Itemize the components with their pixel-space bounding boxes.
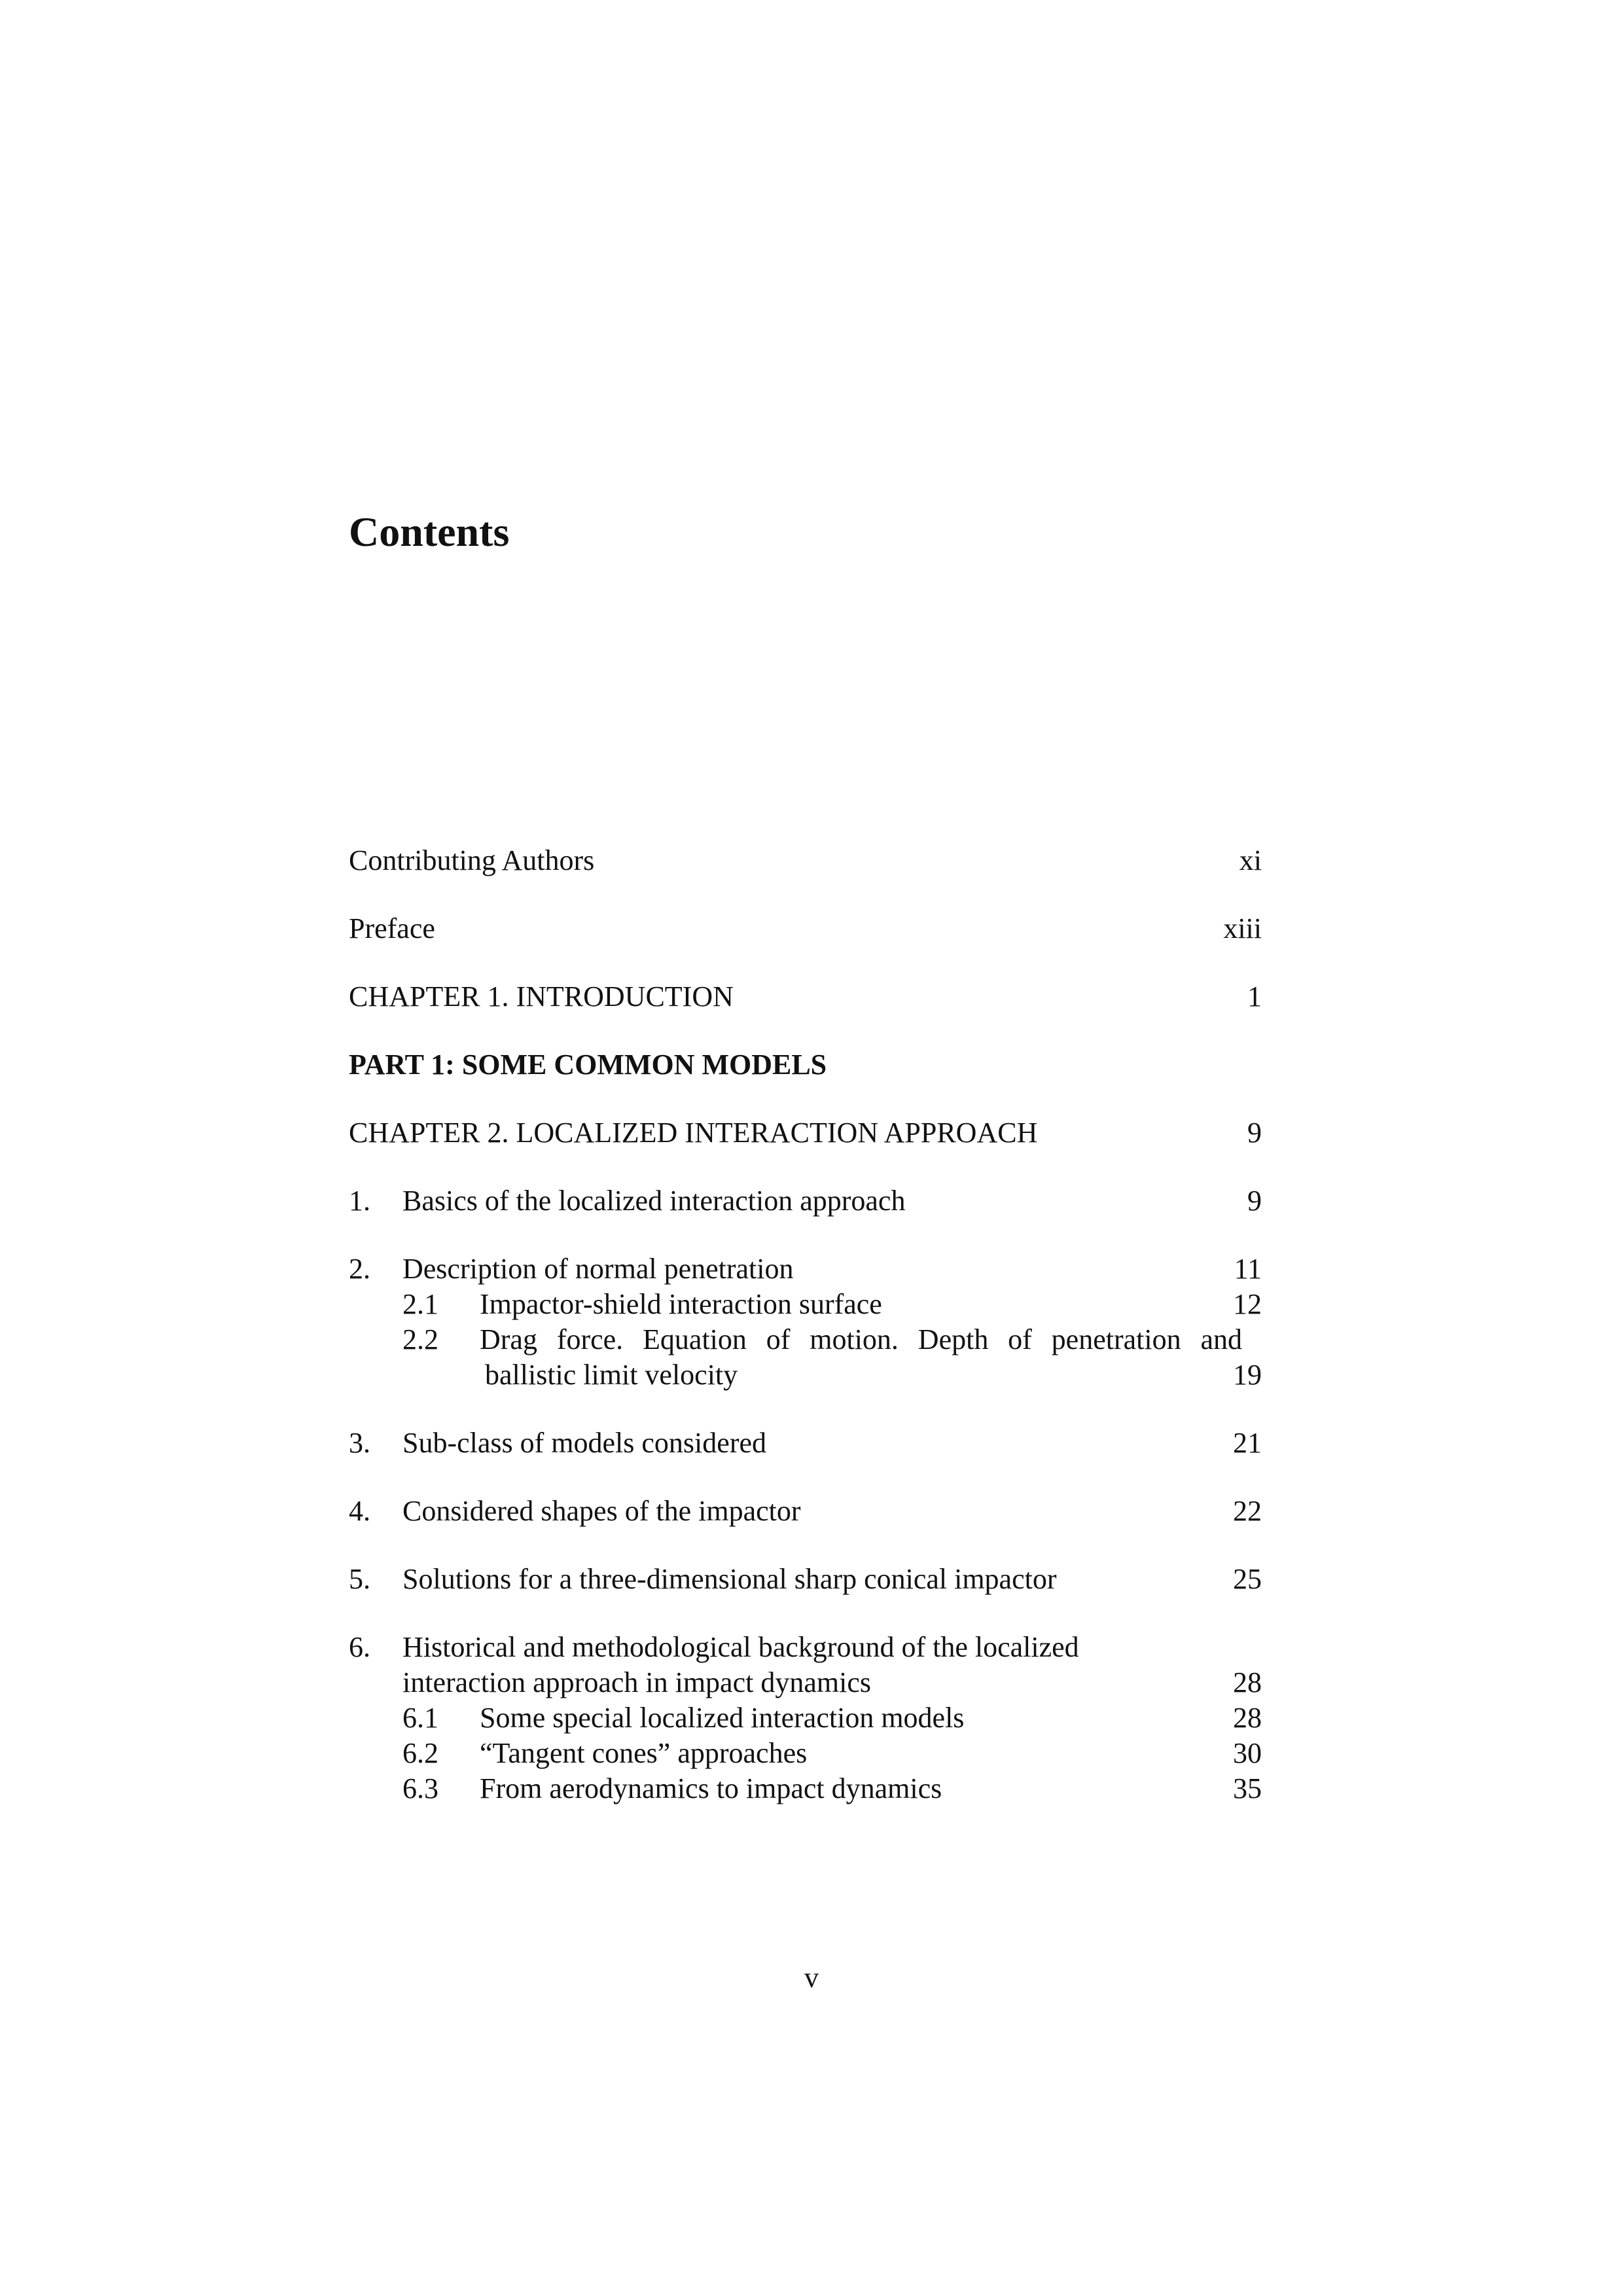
toc-entry-chapter-1[interactable] [349, 979, 1262, 1014]
toc-part-heading [349, 1047, 1262, 1083]
toc-page-number: xi [1239, 844, 1262, 876]
toc-section-number: 2.2 [402, 1323, 438, 1355]
toc-page-number: 28 [1233, 1666, 1262, 1698]
toc-page-number: 30 [1233, 1737, 1262, 1769]
toc-entry-text: Historical and methodological background of the localized [402, 1631, 1079, 1663]
toc-entry-text: interaction approach in impact dynamics [402, 1666, 871, 1698]
toc-entry-section-2-2[interactable] [349, 1322, 1262, 1357]
toc-section-number: 2.1 [402, 1288, 438, 1320]
toc-entry-text: From aerodynamics to impact dynamics [480, 1772, 942, 1804]
toc-entry-section-6-continued[interactable] [349, 1665, 1262, 1700]
toc-entry-text: Considered shapes of the impactor [402, 1495, 801, 1527]
toc-page-number: 25 [1233, 1563, 1262, 1595]
toc-section-number: 6.3 [402, 1772, 438, 1804]
toc-entry-text: Impactor-shield interaction surface [480, 1288, 882, 1320]
toc-page-number: 11 [1234, 1253, 1262, 1285]
toc-entry-text: Description of normal penetration [402, 1253, 794, 1285]
toc-section-number: 6. [349, 1631, 370, 1663]
toc-section-number: 6.2 [402, 1737, 438, 1769]
toc-section-number: 5. [349, 1563, 370, 1595]
toc-section-number: 2. [349, 1253, 370, 1285]
toc-entry-contributing-authors[interactable] [349, 843, 1262, 878]
toc-entry-section-2-2-continued[interactable] [349, 1357, 1262, 1393]
toc-entry-section-3[interactable] [349, 1426, 1262, 1461]
page-number: v [804, 1962, 819, 1994]
toc-entry-section-6[interactable] [349, 1630, 1262, 1665]
toc-entry-section-4[interactable] [349, 1494, 1262, 1529]
toc-entry-preface[interactable] [349, 911, 1262, 946]
toc-page-number: xiii [1223, 912, 1262, 944]
toc-entry-section-6-1[interactable] [349, 1700, 1262, 1736]
toc-section-number: 6.1 [402, 1702, 438, 1734]
toc-page-number: 28 [1233, 1702, 1262, 1734]
toc-part-text: PART 1: SOME COMMON MODELS [349, 1049, 827, 1081]
toc-page-number: 19 [1233, 1359, 1262, 1391]
toc-entry-section-2[interactable] [349, 1251, 1262, 1287]
page-title: Contents [349, 509, 510, 555]
table-of-contents [349, 843, 1262, 1806]
toc-page-number: 1 [1247, 980, 1262, 1013]
toc-entry-chapter-2[interactable] [349, 1115, 1262, 1151]
toc-entry-section-2-1[interactable] [349, 1287, 1262, 1322]
toc-section-number: 3. [349, 1427, 370, 1459]
toc-section-number: 4. [349, 1495, 370, 1527]
toc-entry-text: Preface [349, 912, 435, 944]
toc-entry-section-5[interactable] [349, 1562, 1262, 1597]
toc-page-number: 12 [1233, 1288, 1262, 1320]
toc-entry-text: “Tangent cones” approaches [480, 1737, 808, 1769]
toc-page-number: 9 [1247, 1185, 1262, 1217]
toc-page-number: 22 [1233, 1495, 1262, 1527]
toc-entry-text: Some special localized interaction models [480, 1702, 965, 1734]
toc-page-number: 9 [1247, 1117, 1262, 1149]
toc-entry-text: CHAPTER 2. LOCALIZED INTERACTION APPROACH [349, 1117, 1038, 1149]
toc-entry-text: Contributing Authors [349, 844, 595, 876]
toc-entry-text: Basics of the localized interaction approach [402, 1185, 906, 1217]
toc-entry-text: CHAPTER 1. INTRODUCTION [349, 980, 734, 1013]
toc-section-number: 1. [349, 1185, 370, 1217]
toc-entry-section-6-3[interactable] [349, 1771, 1262, 1806]
toc-entry-text: Sub-class of models considered [402, 1427, 766, 1459]
toc-entry-text: ballistic limit velocity [485, 1359, 738, 1391]
toc-entry-section-6-2[interactable] [349, 1736, 1262, 1771]
toc-entry-section-1[interactable] [349, 1183, 1262, 1219]
toc-page-number: 21 [1233, 1427, 1262, 1459]
toc-entry-text: Drag force. Equation of motion. Depth of penetration and [480, 1323, 1242, 1355]
toc-page-number: 35 [1233, 1772, 1262, 1804]
toc-entry-text: Solutions for a three-dimensional sharp conical impactor [402, 1563, 1057, 1595]
